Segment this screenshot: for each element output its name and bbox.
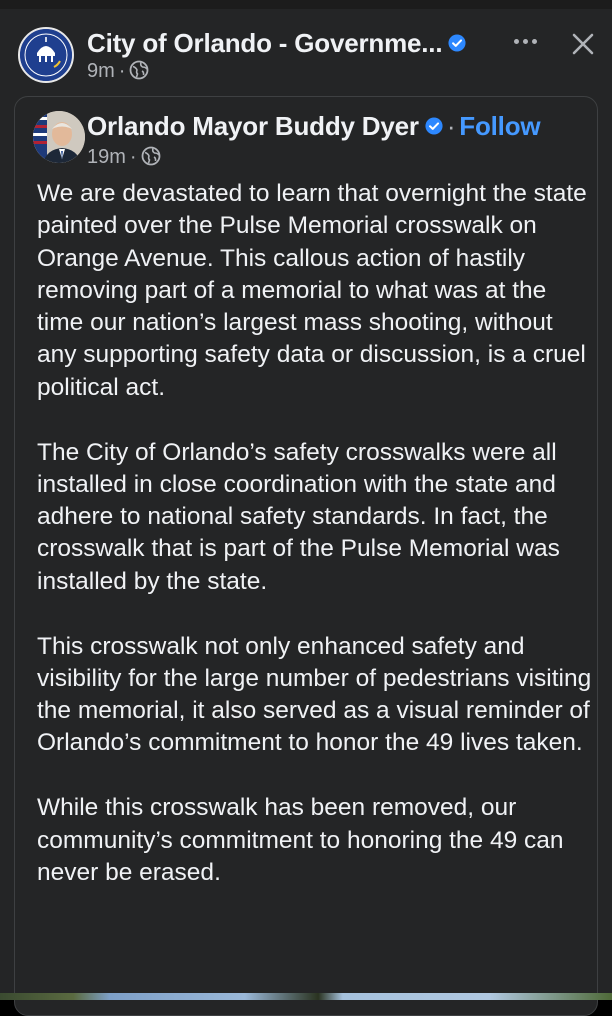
top-strip	[0, 0, 612, 9]
post-paragraph-2: The City of Orlando’s safety crosswalks were all installed in close coordination with the state and adhere to national safety standards. In fact, the crosswalk that is part of the Pulse Memorial was installed by the state.	[37, 438, 560, 595]
page-name[interactable]	[87, 28, 466, 59]
globe-icon	[141, 146, 161, 166]
mayor-name-text[interactable]: Orlando Mayor Buddy Dyer	[87, 111, 419, 141]
shared-post-meta	[87, 146, 161, 169]
city-of-orlando-avatar[interactable]	[18, 27, 74, 83]
name-separator: ·	[446, 111, 456, 141]
facebook-post	[0, 9, 612, 1000]
meta-separator: ·	[129, 146, 137, 168]
post-paragraph-3: This crosswalk not only enhanced safety and visibility for the large number of pedestrians visiting the memorial, it also served as a visual reminder of Orlando’s commitment to honor the 49 lives taken.	[37, 632, 592, 757]
more-options-icon[interactable]	[510, 33, 540, 49]
shared-post-card[interactable]	[14, 96, 598, 1016]
meta-separator: ·	[118, 60, 126, 82]
verified-badge-icon	[425, 117, 443, 135]
post-meta	[87, 60, 149, 83]
mayor-avatar[interactable]	[33, 111, 85, 163]
attached-image-preview[interactable]	[0, 993, 612, 1000]
verified-badge-icon	[448, 34, 466, 52]
page-name-text[interactable]: City of Orlando - Governme...	[87, 28, 443, 58]
post-paragraph-1: We are devastated to learn that overnight the state painted over the Pulse Memorial crosswalk on Orange Avenue. This callous action of hastily removing part of a memorial to what was at the time our nation’s largest mass shooting, without any supporting safety data or discussion, is a cruel political act.	[37, 180, 587, 401]
follow-button[interactable]: Follow	[459, 111, 541, 141]
post-paragraph-4: While this crosswalk has been removed, our community’s commitment to honoring the 49 can never be erased.	[37, 794, 564, 886]
post-time[interactable]: 9m	[87, 60, 115, 82]
shared-post-time[interactable]: 19m	[87, 146, 126, 168]
globe-icon	[129, 60, 149, 80]
mayor-name[interactable]	[87, 111, 540, 142]
post-body	[37, 178, 592, 922]
close-icon[interactable]	[568, 29, 598, 59]
